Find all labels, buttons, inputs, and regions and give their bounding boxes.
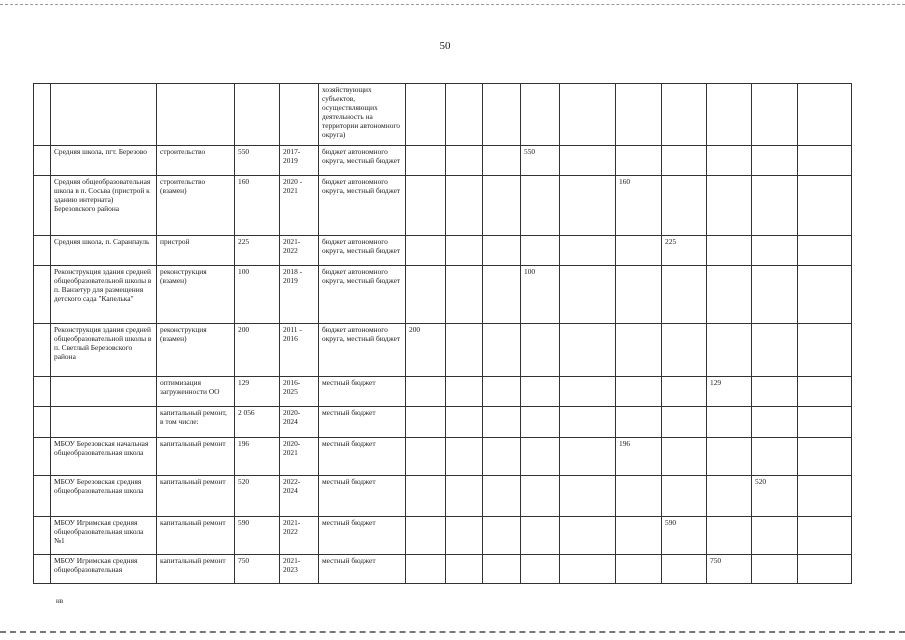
table-cell (483, 476, 521, 517)
table-cell (798, 555, 852, 584)
table-cell (798, 236, 852, 266)
table-cell (51, 377, 157, 407)
table-cell (616, 476, 662, 517)
table-row (34, 438, 852, 476)
table-cell (51, 84, 157, 146)
table-cell: 2018 - 2019 (280, 266, 319, 324)
table-cell (560, 236, 616, 266)
table-cell: 750 (707, 555, 752, 584)
table-cell: хозяйствующих субъектов, осуществляющих деятельность на территории автономного округа) (319, 84, 406, 146)
table-cell (483, 377, 521, 407)
table-cell: 520 (752, 476, 798, 517)
table-cell (446, 176, 483, 236)
table-cell (752, 377, 798, 407)
table-cell (406, 517, 446, 555)
table-cell (34, 407, 51, 438)
table-cell (560, 407, 616, 438)
table-cell (406, 377, 446, 407)
table-cell: Реконструкция здания средней общеобразовательной школы в п. Ванзетур для размещения детского сада "Капелька" (51, 266, 157, 324)
table-cell: 750 (235, 555, 280, 584)
table-cell: бюджет автономного округа, местный бюджет (319, 324, 406, 377)
table-cell (235, 84, 280, 146)
table-cell (752, 266, 798, 324)
table-cell (560, 517, 616, 555)
table-cell (616, 236, 662, 266)
table-cell (483, 324, 521, 377)
table-cell (798, 377, 852, 407)
table-cell: Средняя школа, пгт. Березово (51, 146, 157, 176)
table-cell: 2021-2023 (280, 555, 319, 584)
table-cell: МБОУ Березовская средняя общеобразовательная школа (51, 476, 157, 517)
table-cell: 2 056 (235, 407, 280, 438)
table-cell (752, 555, 798, 584)
table-cell: 590 (235, 517, 280, 555)
table-cell: капитальный ремонт (157, 517, 235, 555)
table-cell (560, 84, 616, 146)
scan-bottom-edge (0, 631, 905, 633)
table-cell (707, 438, 752, 476)
table-cell: 129 (707, 377, 752, 407)
table-cell (521, 236, 560, 266)
table-cell: Средняя школа, п. Саранпауль (51, 236, 157, 266)
table-cell: 2020-2021 (280, 438, 319, 476)
table-cell (560, 555, 616, 584)
table-cell (752, 146, 798, 176)
table-cell (560, 146, 616, 176)
table-cell: МБОУ Игримская средняя общеобразовательная (51, 555, 157, 584)
table-cell (483, 146, 521, 176)
table-cell: 2020 - 2021 (280, 176, 319, 236)
table-cell: 196 (616, 438, 662, 476)
table-cell (521, 407, 560, 438)
table-cell (707, 176, 752, 236)
table-cell (707, 324, 752, 377)
table-cell: 160 (235, 176, 280, 236)
table-cell (798, 176, 852, 236)
table-cell (560, 176, 616, 236)
table-cell (34, 176, 51, 236)
table-cell (707, 146, 752, 176)
table-cell: местный бюджет (319, 438, 406, 476)
table-cell: пристрой (157, 236, 235, 266)
table-cell (662, 324, 707, 377)
table-cell (483, 176, 521, 236)
table-cell (483, 517, 521, 555)
table-cell: 100 (235, 266, 280, 324)
table-cell (662, 407, 707, 438)
table-cell (560, 476, 616, 517)
table-cell (446, 438, 483, 476)
table-row (34, 176, 852, 236)
table-cell: 200 (406, 324, 446, 377)
table-cell: 2011 - 2016 (280, 324, 319, 377)
table-cell (707, 407, 752, 438)
table-cell: Средняя общеобразовательная школа в п. Сосьва (пристрой к зданию интерната) Березовского района (51, 176, 157, 236)
table-cell: оптимизация загруженности ОО (157, 377, 235, 407)
table-row (34, 266, 852, 324)
table-cell (34, 377, 51, 407)
table-cell (752, 324, 798, 377)
table-cell (798, 266, 852, 324)
table-cell (752, 407, 798, 438)
table-cell: 196 (235, 438, 280, 476)
table-cell (34, 438, 51, 476)
table-cell: капитальный ремонт, в том числе: (157, 407, 235, 438)
table-cell: МБОУ Игримская средняя общеобразовательная школа №1 (51, 517, 157, 555)
table-cell (406, 236, 446, 266)
table-cell: 2021-2022 (280, 517, 319, 555)
table-cell (406, 555, 446, 584)
table-cell (483, 438, 521, 476)
table-cell: строительство (157, 146, 235, 176)
table-cell (560, 324, 616, 377)
table-cell (483, 407, 521, 438)
table-cell (34, 84, 51, 146)
table-cell (483, 266, 521, 324)
table-cell: капитальный ремонт (157, 476, 235, 517)
table-cell: 225 (662, 236, 707, 266)
table-cell (34, 146, 51, 176)
table-cell (798, 324, 852, 377)
table-cell: 2021-2022 (280, 236, 319, 266)
table-cell (662, 146, 707, 176)
table-cell: 129 (235, 377, 280, 407)
table-cell: капитальный ремонт (157, 555, 235, 584)
table-cell (798, 146, 852, 176)
table-row (34, 324, 852, 377)
table-cell (446, 266, 483, 324)
table-cell (406, 438, 446, 476)
table-cell (446, 324, 483, 377)
table-cell (707, 476, 752, 517)
table-cell (51, 407, 157, 438)
page-number: 50 (439, 40, 451, 52)
table-cell: 520 (235, 476, 280, 517)
table-cell: местный бюджет (319, 377, 406, 407)
table-cell (406, 146, 446, 176)
table-cell: реконструкция (взамен) (157, 266, 235, 324)
table-cell (34, 555, 51, 584)
table-row (34, 377, 852, 407)
table-row (34, 236, 852, 266)
table-cell (798, 438, 852, 476)
table-cell: 100 (521, 266, 560, 324)
table-cell (752, 176, 798, 236)
table-cell (662, 555, 707, 584)
table-cell (662, 84, 707, 146)
table-cell (521, 377, 560, 407)
table-cell (560, 438, 616, 476)
footer-mark: нв (56, 597, 64, 605)
table-cell (521, 555, 560, 584)
table-cell: Реконструкция здания средней общеобразовательной школы в п. Светлый Березовского района (51, 324, 157, 377)
table-cell (483, 236, 521, 266)
table-cell (752, 236, 798, 266)
table-cell (707, 517, 752, 555)
table-cell (707, 266, 752, 324)
table-cell (446, 146, 483, 176)
table-cell (521, 438, 560, 476)
table-cell: 225 (235, 236, 280, 266)
table-cell: местный бюджет (319, 517, 406, 555)
table-cell (446, 555, 483, 584)
table-cell (521, 517, 560, 555)
table-row (34, 407, 852, 438)
table-cell (446, 407, 483, 438)
table-row (34, 555, 852, 584)
table-cell: 550 (521, 146, 560, 176)
table-cell (157, 84, 235, 146)
table-cell: МБОУ Березовская начальная общеобразовательная школа (51, 438, 157, 476)
table-cell (616, 377, 662, 407)
table-cell (406, 176, 446, 236)
table-cell (798, 84, 852, 146)
table-cell (280, 84, 319, 146)
table-cell (798, 476, 852, 517)
table-cell (662, 476, 707, 517)
table-cell: бюджет автономного округа, местный бюджет (319, 146, 406, 176)
table-row (34, 146, 852, 176)
table-cell: капитальный ремонт (157, 438, 235, 476)
table-cell (446, 517, 483, 555)
table-cell (616, 84, 662, 146)
table-cell: 2022-2024 (280, 476, 319, 517)
table-cell: местный бюджет (319, 407, 406, 438)
table-cell (798, 517, 852, 555)
table-cell (616, 407, 662, 438)
table-cell: 160 (616, 176, 662, 236)
table-cell: местный бюджет (319, 555, 406, 584)
table-cell: бюджет автономного округа, местный бюджет (319, 236, 406, 266)
table-cell (616, 324, 662, 377)
table-cell (34, 517, 51, 555)
table-cell (446, 84, 483, 146)
table-cell (662, 377, 707, 407)
table-cell: бюджет автономного округа, местный бюджет (319, 176, 406, 236)
table-cell (34, 476, 51, 517)
table-cell: 550 (235, 146, 280, 176)
table-cell: местный бюджет (319, 476, 406, 517)
scan-top-edge (0, 4, 905, 5)
table-cell (707, 84, 752, 146)
program-table (33, 83, 852, 584)
table-cell: бюджет автономного округа, местный бюджет (319, 266, 406, 324)
table-cell (662, 176, 707, 236)
table-cell (446, 377, 483, 407)
table-cell (406, 266, 446, 324)
table-cell (446, 476, 483, 517)
table-row (34, 517, 852, 555)
table-cell (616, 146, 662, 176)
table-cell (662, 266, 707, 324)
table-cell (521, 176, 560, 236)
table-cell (752, 517, 798, 555)
table-cell: строительство (взамен) (157, 176, 235, 236)
table-cell: 200 (235, 324, 280, 377)
table-cell (521, 84, 560, 146)
table-row (34, 476, 852, 517)
table-cell (662, 438, 707, 476)
table-cell (521, 324, 560, 377)
table-cell (616, 266, 662, 324)
table-cell (707, 236, 752, 266)
table-cell: реконструкция (взамен) (157, 324, 235, 377)
table-cell (446, 236, 483, 266)
table-cell (406, 476, 446, 517)
table-cell (34, 236, 51, 266)
table-cell (560, 377, 616, 407)
table-cell (616, 555, 662, 584)
table-cell (752, 84, 798, 146)
table-cell (483, 555, 521, 584)
table-cell (521, 476, 560, 517)
table-cell: 590 (662, 517, 707, 555)
table-cell: 2016-2025 (280, 377, 319, 407)
table-cell (483, 84, 521, 146)
table-cell (560, 266, 616, 324)
table-cell: 2020-2024 (280, 407, 319, 438)
table-cell (798, 407, 852, 438)
table-cell (406, 407, 446, 438)
table-cell: 2017-2019 (280, 146, 319, 176)
table-cell (34, 266, 51, 324)
table-cell (616, 517, 662, 555)
table-cell (406, 84, 446, 146)
table-cell (752, 438, 798, 476)
table-row (34, 84, 852, 146)
table-cell (34, 324, 51, 377)
